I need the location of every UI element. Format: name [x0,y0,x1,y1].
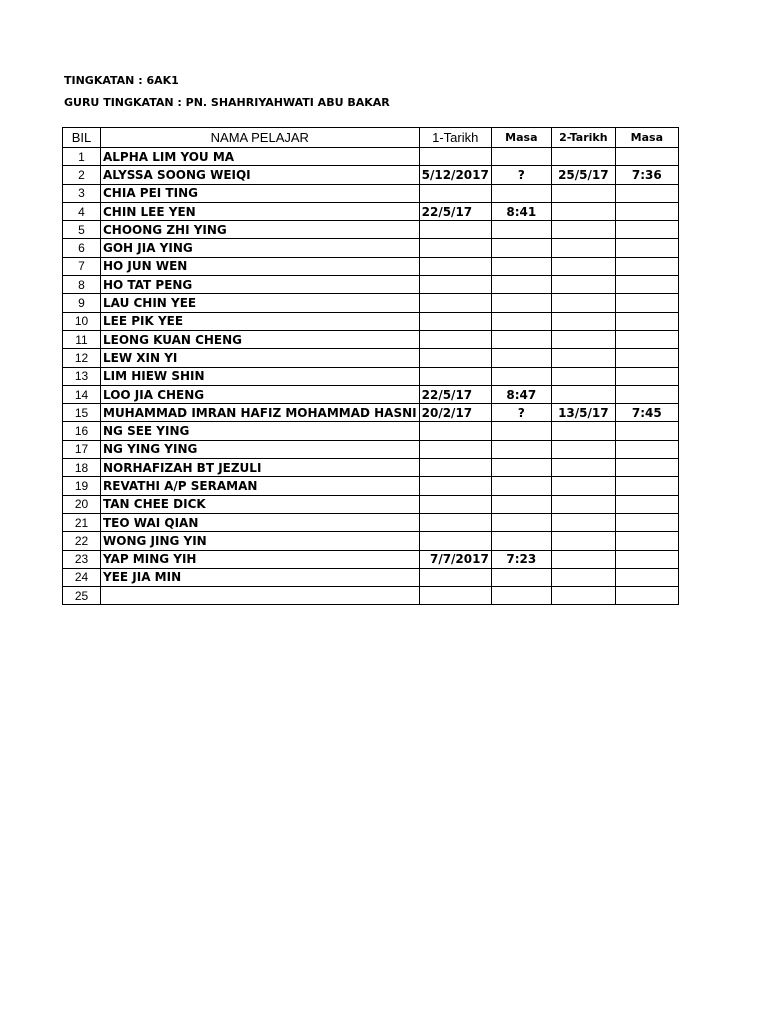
cell-masa-2 [615,312,678,330]
cell-masa-2: 7:36 [615,166,678,184]
cell-tarikh-1 [419,148,491,166]
cell-tarikh-1: 22/5/17 [419,385,491,403]
table-row [63,422,679,440]
cell-nama-pelajar: TEO WAI QIAN [101,513,420,531]
cell-nama-pelajar: CHIA PEI TING [101,184,420,202]
cell-masa-1 [491,148,551,166]
cell-masa-1: ? [491,166,551,184]
table-body [63,148,679,605]
cell-nama-pelajar: NORHAFIZAH BT JEZULI [101,459,420,477]
cell-masa-1 [491,477,551,495]
column-header-nama-pelajar: NAMA PELAJAR [101,128,420,148]
cell-bil: 7 [63,257,101,275]
cell-masa-1 [491,221,551,239]
cell-masa-2 [615,532,678,550]
cell-tarikh-2 [551,221,615,239]
cell-masa-2 [615,184,678,202]
cell-masa-2 [615,294,678,312]
table-row [63,221,679,239]
cell-masa-1 [491,495,551,513]
cell-tarikh-2 [551,459,615,477]
cell-masa-1: 7:23 [491,550,551,568]
cell-nama-pelajar: ALPHA LIM YOU MA [101,148,420,166]
cell-masa-1 [491,422,551,440]
cell-masa-2 [615,202,678,220]
cell-tarikh-2 [551,587,615,605]
table-row [63,587,679,605]
cell-tarikh-1 [419,330,491,348]
cell-tarikh-1 [419,257,491,275]
table-row [63,166,679,184]
cell-tarikh-1 [419,312,491,330]
cell-nama-pelajar: MUHAMMAD IMRAN HAFIZ MOHAMMAD HASNI [101,404,420,422]
cell-bil: 1 [63,148,101,166]
table-row [63,312,679,330]
cell-nama-pelajar: REVATHI A/P SERAMAN [101,477,420,495]
table-row [63,276,679,294]
table-row [63,349,679,367]
cell-tarikh-1 [419,495,491,513]
cell-masa-2 [615,422,678,440]
table-row [63,532,679,550]
cell-bil: 20 [63,495,101,513]
cell-tarikh-2 [551,148,615,166]
cell-tarikh-2: 25/5/17 [551,166,615,184]
cell-masa-2 [615,367,678,385]
cell-tarikh-1: 7/7/2017 [419,550,491,568]
cell-tarikh-2 [551,385,615,403]
cell-bil: 10 [63,312,101,330]
cell-masa-2 [615,495,678,513]
cell-tarikh-1 [419,440,491,458]
cell-masa-2 [615,477,678,495]
cell-tarikh-1: 5/12/2017 [419,166,491,184]
table-row [63,495,679,513]
cell-masa-2 [615,148,678,166]
table-row [63,202,679,220]
table-row [63,148,679,166]
cell-nama-pelajar: HO JUN WEN [101,257,420,275]
cell-masa-1 [491,330,551,348]
cell-masa-1: 8:47 [491,385,551,403]
cell-tarikh-1 [419,422,491,440]
cell-bil: 4 [63,202,101,220]
table-row [63,239,679,257]
cell-tarikh-2 [551,202,615,220]
student-roster-table [62,127,679,605]
cell-nama-pelajar: GOH JIA YING [101,239,420,257]
cell-masa-2 [615,349,678,367]
table-row [63,294,679,312]
cell-nama-pelajar: LOO JIA CHENG [101,385,420,403]
cell-masa-2: 7:45 [615,404,678,422]
cell-tarikh-2 [551,532,615,550]
cell-masa-1 [491,587,551,605]
cell-tarikh-2 [551,477,615,495]
cell-masa-2 [615,330,678,348]
cell-masa-1 [491,312,551,330]
cell-masa-2 [615,239,678,257]
cell-tarikh-2 [551,239,615,257]
cell-nama-pelajar: YEE JIA MIN [101,568,420,586]
cell-masa-1 [491,349,551,367]
form-teacher-label: GURU TINGKATAN : PN. SHAHRIYAHWATI ABU BAKAR [64,96,390,109]
cell-tarikh-2 [551,294,615,312]
cell-nama-pelajar: ALYSSA SOONG WEIQI [101,166,420,184]
cell-tarikh-2 [551,349,615,367]
cell-masa-1: ? [491,404,551,422]
cell-bil: 18 [63,459,101,477]
table-header-row [63,128,679,148]
cell-masa-1 [491,257,551,275]
cell-bil: 13 [63,367,101,385]
cell-masa-1 [491,239,551,257]
cell-tarikh-1 [419,513,491,531]
cell-tarikh-2 [551,550,615,568]
cell-tarikh-1 [419,459,491,477]
cell-tarikh-1 [419,477,491,495]
cell-tarikh-2 [551,440,615,458]
cell-tarikh-2 [551,330,615,348]
cell-bil: 22 [63,532,101,550]
cell-tarikh-1: 22/5/17 [419,202,491,220]
cell-nama-pelajar: TAN CHEE DICK [101,495,420,513]
cell-masa-1: 8:41 [491,202,551,220]
cell-masa-2 [615,385,678,403]
class-label: TINGKATAN : 6AK1 [64,74,179,87]
cell-tarikh-1 [419,239,491,257]
cell-masa-2 [615,513,678,531]
cell-nama-pelajar: WONG JING YIN [101,532,420,550]
column-header-masa-2: Masa [615,128,678,148]
cell-masa-1 [491,294,551,312]
cell-tarikh-2 [551,367,615,385]
cell-nama-pelajar: NG YING YING [101,440,420,458]
cell-nama-pelajar: CHIN LEE YEN [101,202,420,220]
cell-nama-pelajar: LIM HIEW SHIN [101,367,420,385]
table-row [63,440,679,458]
column-header-masa-1: Masa [491,128,551,148]
cell-masa-1 [491,459,551,477]
table-row [63,477,679,495]
cell-nama-pelajar: HO TAT PENG [101,276,420,294]
cell-masa-2 [615,568,678,586]
cell-tarikh-1: 20/2/17 [419,404,491,422]
column-header-bil: BIL [63,128,101,148]
cell-tarikh-2 [551,495,615,513]
cell-tarikh-1 [419,587,491,605]
cell-bil: 2 [63,166,101,184]
cell-masa-2 [615,440,678,458]
cell-bil: 15 [63,404,101,422]
cell-bil: 5 [63,221,101,239]
table-row [63,568,679,586]
cell-tarikh-1 [419,349,491,367]
table-row [63,550,679,568]
cell-tarikh-1 [419,184,491,202]
cell-bil: 8 [63,276,101,294]
cell-bil: 3 [63,184,101,202]
cell-tarikh-2 [551,422,615,440]
cell-masa-1 [491,367,551,385]
cell-bil: 16 [63,422,101,440]
cell-masa-2 [615,221,678,239]
cell-bil: 23 [63,550,101,568]
cell-masa-2 [615,550,678,568]
cell-tarikh-1 [419,367,491,385]
cell-tarikh-1 [419,276,491,294]
cell-bil: 17 [63,440,101,458]
cell-masa-2 [615,276,678,294]
cell-bil: 9 [63,294,101,312]
cell-tarikh-2 [551,513,615,531]
cell-masa-1 [491,184,551,202]
table-row [63,330,679,348]
cell-bil: 11 [63,330,101,348]
cell-tarikh-1 [419,568,491,586]
cell-masa-1 [491,276,551,294]
cell-nama-pelajar [101,587,420,605]
cell-bil: 14 [63,385,101,403]
cell-tarikh-2 [551,276,615,294]
cell-tarikh-2 [551,568,615,586]
column-header-tarikh-1: 1-Tarikh [419,128,491,148]
cell-masa-1 [491,532,551,550]
table-row [63,367,679,385]
cell-tarikh-2 [551,312,615,330]
cell-tarikh-2: 13/5/17 [551,404,615,422]
cell-bil: 19 [63,477,101,495]
cell-nama-pelajar: YAP MING YIH [101,550,420,568]
cell-bil: 24 [63,568,101,586]
cell-tarikh-1 [419,221,491,239]
cell-masa-1 [491,440,551,458]
cell-bil: 21 [63,513,101,531]
cell-nama-pelajar: LEW XIN YI [101,349,420,367]
cell-tarikh-1 [419,294,491,312]
table-row [63,385,679,403]
column-header-tarikh-2: 2-Tarikh [551,128,615,148]
table-row [63,404,679,422]
cell-masa-2 [615,257,678,275]
cell-tarikh-1 [419,532,491,550]
table-row [63,184,679,202]
cell-tarikh-2 [551,257,615,275]
cell-nama-pelajar: NG SEE YING [101,422,420,440]
cell-masa-2 [615,459,678,477]
table-row [63,257,679,275]
cell-nama-pelajar: LAU CHIN YEE [101,294,420,312]
cell-tarikh-2 [551,184,615,202]
cell-bil: 6 [63,239,101,257]
cell-masa-1 [491,568,551,586]
cell-bil: 25 [63,587,101,605]
cell-nama-pelajar: LEE PIK YEE [101,312,420,330]
cell-bil: 12 [63,349,101,367]
cell-nama-pelajar: LEONG KUAN CHENG [101,330,420,348]
cell-masa-2 [615,587,678,605]
cell-masa-1 [491,513,551,531]
cell-nama-pelajar: CHOONG ZHI YING [101,221,420,239]
table-row [63,459,679,477]
sheet-header [64,70,390,114]
table-row [63,513,679,531]
